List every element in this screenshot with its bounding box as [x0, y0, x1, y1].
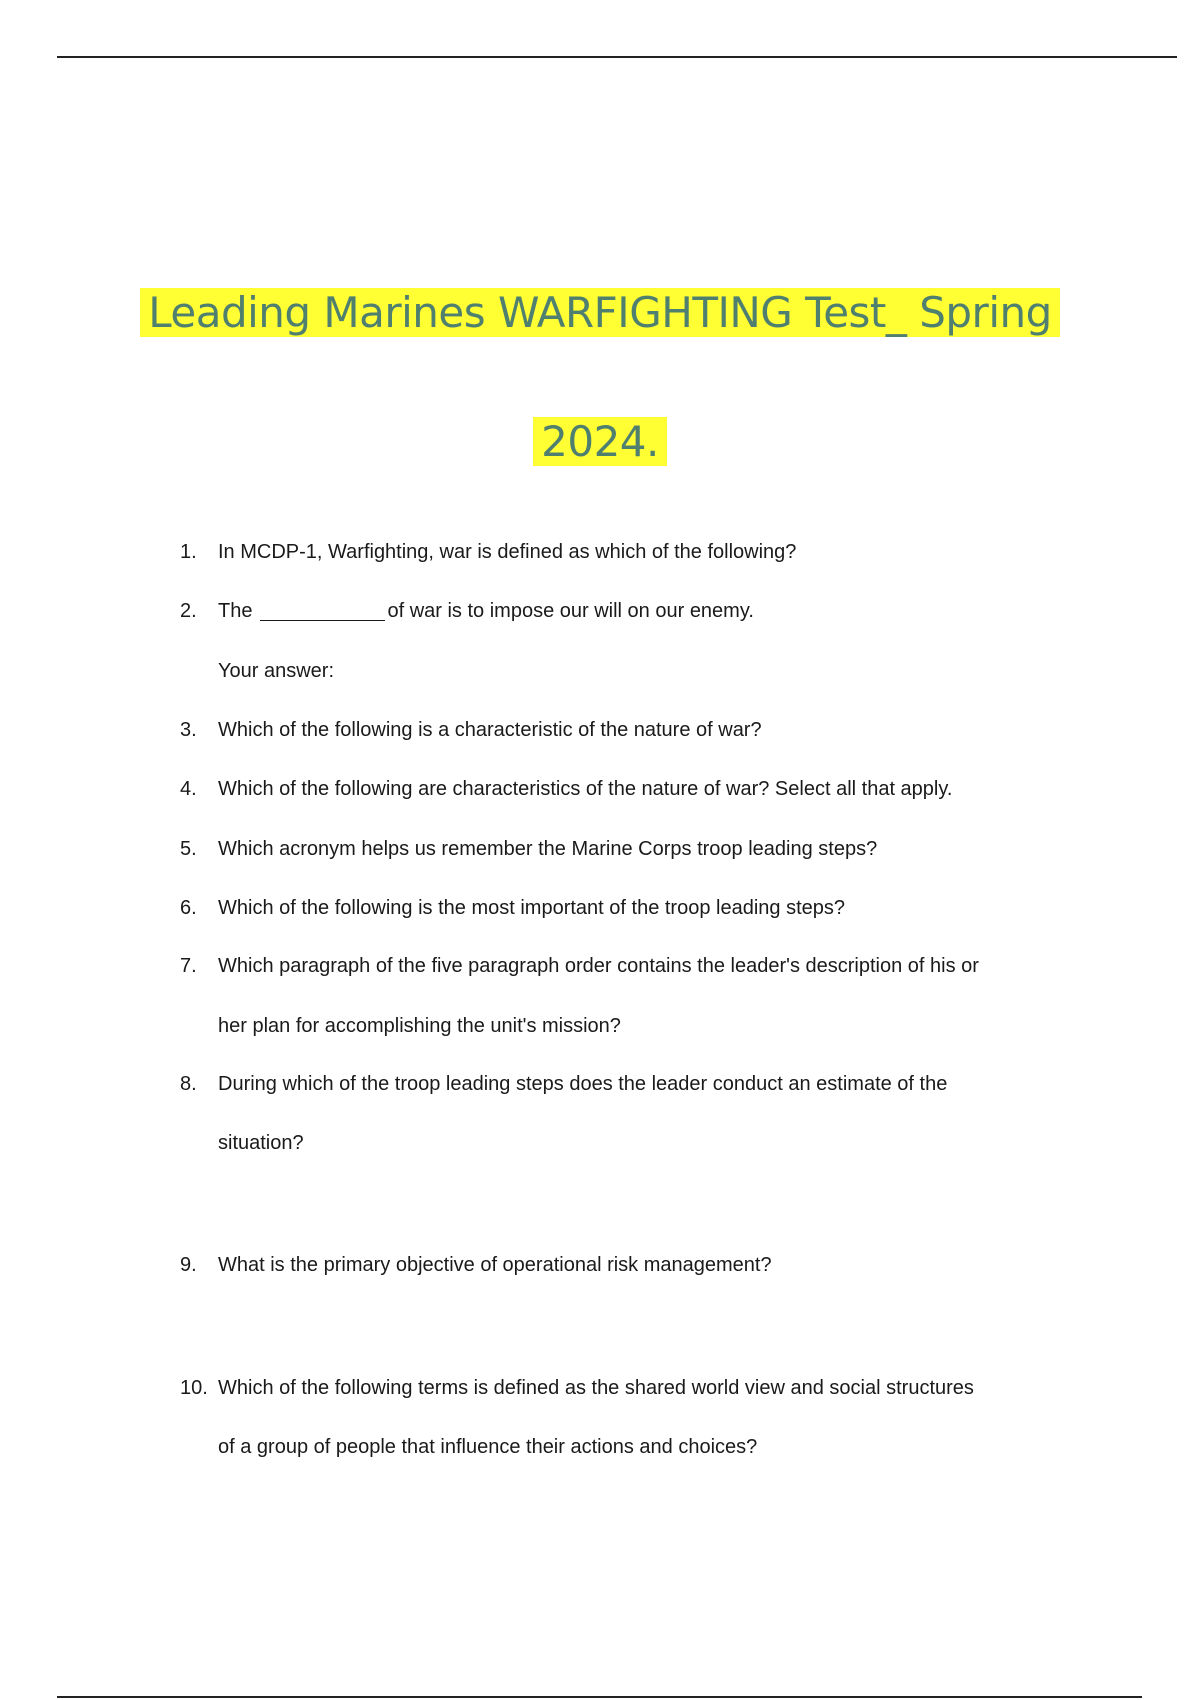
question-number: 7. [180, 955, 197, 977]
question-text: Which acronym helps us remember the Marine Corps troop leading steps? [218, 838, 878, 860]
question-number: 5. [180, 838, 197, 860]
question-text-line-1: Which paragraph of the five paragraph order contains the leader's description of his or [218, 955, 979, 977]
question-text-line-2: her plan for accomplishing the unit's mission? [218, 1015, 621, 1037]
question-text [218, 598, 1118, 624]
answer-label: Your answer: [218, 660, 334, 682]
question-text-line-2: of a group of people that influence their actions and choices? [218, 1436, 758, 1458]
question-number: 9. [180, 1254, 197, 1276]
fill-in-blank [260, 600, 385, 621]
question-text: What is the primary objective of operational risk management? [218, 1254, 772, 1276]
question-text-after-blank: of war is to impose our will on our enemy. [387, 600, 754, 622]
question-number: 1. [180, 541, 197, 563]
question-text: Which of the following are characteristics of the nature of war? Select all that apply. [218, 778, 953, 800]
question-text-line-1: Which of the following terms is defined as the shared world view and social structures [218, 1377, 974, 1399]
question-text: Which of the following is a characteristic of the nature of war? [218, 719, 762, 741]
question-text: Which of the following is the most important of the troop leading steps? [218, 897, 846, 919]
title-highlight: 2024. [533, 417, 667, 466]
title-highlight: Leading Marines WARFIGHTING Test_ Spring [140, 288, 1060, 337]
question-number: 8. [180, 1073, 197, 1095]
question-number: 2. [180, 600, 197, 622]
question-text-line-1: During which of the troop leading steps does the leader conduct an estimate of the [218, 1073, 948, 1095]
question-number: 6. [180, 897, 197, 919]
question-number: 10. [180, 1377, 208, 1399]
bottom-rule [57, 1696, 1142, 1698]
question-text-before-blank: The [218, 600, 253, 622]
question-text-line-2: situation? [218, 1132, 304, 1154]
question-text: In MCDP-1, Warfighting, war is defined as which of the following? [218, 541, 797, 563]
question-number: 4. [180, 778, 197, 800]
question-number: 3. [180, 719, 197, 741]
